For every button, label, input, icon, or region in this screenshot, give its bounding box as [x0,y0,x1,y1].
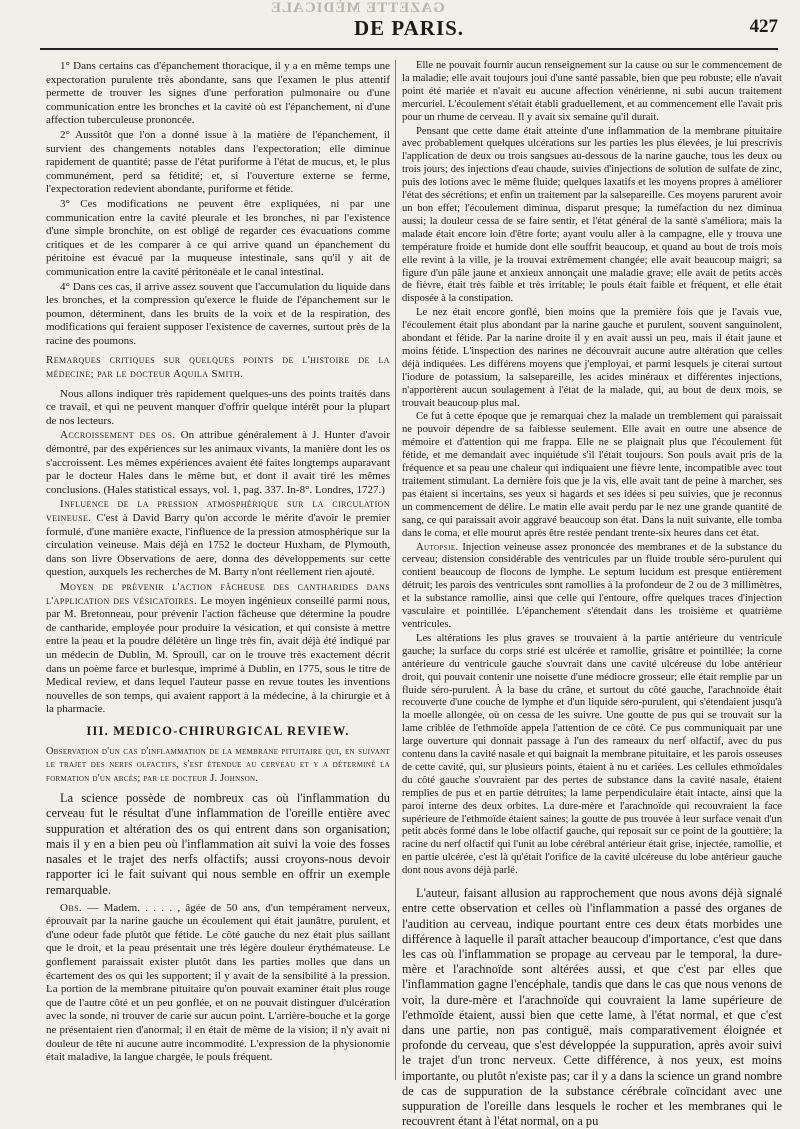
column-divider [395,60,396,1080]
paragraph-text: C'est à David Barry qu'on accorde le mérite d'avoir le premier formulé, d'une manière exacte, l'influence de la pression atmosphérique sur la circulation veineuse. Mais déjà en 1752 le docteur Huxham, de Plymouth, dans son livre Observations de aere, donna des développements sur cette question, auxquels les recherches de M. Barry n'ont réellement rien ajouté. [46,512,390,579]
paragraph: Elle ne pouvait fournir aucun renseignement sur la cause ou sur le commencement de la maladie; elle avait toujours joui d'une santé passable, bien que peu robuste; elle n'avait point été mariée et n'avait eu aucune affection vénérienne, ni subi aucun traitement mercuriel. L'écoulement s'était établi graduellement, et au commencement elle l'avait pris pour un rhume de cerveau. Il y avait six semaine qu'il durait. [402,60,782,123]
observation-title: Observation d'un cas d'inflammation de la membrane pituitaire qui, en suivant le trajet des nerfs olfactifs, s'est étendue au cerveau et y a déterminé la formation d'un abcès; par le docteur J. Johnson. [46,745,390,784]
left-column [46,60,390,1084]
paragraph: Ce fut à cette époque que je remarquai chez la malade un tremblement qui paraissait ne pouvoir dépendre de sa faiblesse seulement. Elle avait en outre une absence de mémoire et d'attention qui me frappa. Elle ne se plaignait plus que l'écoulement fût fétide, et me demandait avec inquiétude s'il l'était toujours. Son pouls avait pris de la fréquence et sa peau une chaleur qui indiquaient une fièvre lente, incompatible avec tout traitement stimulant. La dernière fois que je la vis, elle avait tant de peine à marcher, ses pas étaient si incertains, ses yeux si hagards et ses idées si peu suivies, que je reconnus un commencement de délire. Le matin elle avait perdu par le nez une grande quantité de sang, ce qui paraissait avoir aggravé beaucoup son état. Dans la nuit suivante, elle tomba dans le coma, et elle mourut après être restée pendant trente-six heures dans cet état. [402,411,782,539]
page-header [40,14,778,50]
paragraph: La science possède de nombreux cas où l'inflammation du cerveau fut le résultat d'une inflammation de l'oreille entière avec suppuration et altération des os qui entrent dans son organisation; mais il y en a bien peu où l'inflammation ait suivi la voie des fosses nasales et le trajet des nerfs olfactifs; aussi croyons-nous devoir rapporter ici le fait suivant qui nous semble en offrir un exemple remarquable. [46,791,390,897]
bleed-through-text: GAZETTE MÉDICALE [270,0,445,16]
page-number: 427 [749,16,778,37]
paragraph: 2° Aussitôt que l'on a donné issue à la matière de l'épanchement, il survient des changements notables dans l'expectoration; elle diminue rapidement de quantité; passe de l'état puriforme à l'état de mucus, et, le plus communément, perd sa fétidité; et, si l'ouverture externe se ferme, l'expectoration redevient abondante, puriforme et fétide. [46,128,390,196]
paragraph: Les altérations les plus graves se trouvaient à la partie antérieure du ventricule gauche; la surface du corps strié est ulcérée et ramollie, grisâtre et pointillée; la corne antérieure du ventricule gauche s'ouvrait dans une cavité ulcéreuse du lobe antérieur droit, qui pouvait contenir une noisette d'une médiocre grosseur; elle était remplie par un fluide séro-purulent. À la base du crâne, et surtout du côté gauche, l'arachnoïde était recouverte d'une couche de lymphe et d'un liquide séro-purulent, qui s'étendaient jusqu'à la moelle allongée, où on cessa de les suivre. Une goutte de pus qui se trouvait sur la lame criblée de l'ethmoïde appela l'attention de ce côté. Ce pus communiquait par une large ouverture qui donnait passage à l'un des rameaux du nerf olfactif, avec du pus contenu dans la cavité nasale et qui baignait la membrane pituitaire, et les parois osseuses de cette cavité, qui, sur plusieurs points, étaient à nu et cariées. Les cellules ethmoïdales du côté gauche s'ouvraient par des pertes de substance dans la cavité nasale, étaient remplies de pus et en partie détruites; la lame perpendiculaire était intacte, ainsi que la paroi interne des deux orbites. La dure-mère et l'arachnoïde qui recouvraient la face supérieure de l'ethmoïde étaient saines; la goutte de pus trouvée à leur surface venait d'un petit abcès formé dans le lobe olfactif gauche, qui reposait sur ce point de la gouttière; la racine du nerf olfactif qui l'unit au lobe cérébral antérieur était grise, injectée, ramollie, et en partie ulcérée, c'est là qu'était l'orifice de la cavité ulcéreuse du lobe antérieur gauche dont nous avons déjà parlé. [402,632,782,877]
paragraph-label: Obs. [60,901,83,914]
paragraph-label: Accroissement des os. [60,429,176,442]
paragraph-label: Influence de la pression atmosphérique sur la circulation veineuse. [46,498,390,524]
paragraph [46,429,390,497]
paragraph-label: Autopsie. [416,541,459,553]
paragraph-label: Moyen de prévenir l'action fâcheuse des cantharides dans l'application des vésicatoires. [46,580,390,607]
paragraph-text: Injection veineuse assez prononcée des membranes et de la substance du cerveau; distension considérable des ventricules par un fluide trouble séro-purulent qui contient beaucoup de flocons de lymphe. Le septum lucidum est presque entièrement détruit; les parois des ventricules sont ramollies à la profondeur de 2 ou de 3 millimètres, et la substance ramollie, ainsi que celle qui l'entoure, offre quelques traces d'injection vasculaire et pointillée. L'épanchement s'étendait dans les troisième et quatrième ventricules. [402,541,782,630]
paragraph [46,902,390,1065]
paragraph: 4° Dans ces cas, il arrive assez souvent que l'accumulation du liquide dans les bronches, et la compression qu'exerce le fluide de l'épanchement sur le poumon, déterminent, dans les bruits de la voix et de la respiration, des modifications qui feraient supposer l'existence de cavernes, surtout près de la racine des poumons. [46,280,390,347]
paragraph-text: — Madem. . . . . , âgée de 50 ans, d'un tempérament nerveux, éprouvait par la narine gauche un écoulement qui était jaunâtre, purulent, et d'une odeur fade plutôt que fétide. Le côté gauche du nez était plus saillant que le droit, et la peau présentait une très légère douleur érythémateuse. Le gonflement paraissait exister plutôt dans les parties molles que dans un écartement des os qui les supportent; il y avait de la sensibilité à la pression. La portion de la membrane pituitaire qu'on pouvait examiner était plus rouge que de l'autre côté et un peu gonflée, et on ne pouvait distinguer d'ulcération avec la sonde, ni trouver de carie sur aucun point. L'arrière-bouche et la gorge ne présentaient rien d'anormal; il en était de même de la vision; il n'y avait ni douleur de tête ni aucune autre incommodité. L'expression de la physionomie était maladive, la langue chargée, le pouls fréquent. [46,901,390,1064]
paragraph [46,581,390,717]
right-column [402,60,782,1129]
paragraph: Nous allons indiquer très rapidement quelques-uns des points traités dans ce travail, et qui ne peuvent manquer d'offrir quelque intérêt pour la plupart de nos lecteurs. [46,387,390,427]
paragraph: 3° Ces modifications ne peuvent être expliquées, ni par une communication entre la cavité pleurale et les bronches, ni par l'existence d'une simple bronchite, on est obligé de regarder ces évacuations comme critiques et de les comparer à ce qui arrive quand un épanchement du péritoine est évacué par la muqueuse intestinale, sans qu'il y ait de communication entre la cavité péritonéale et le canal intestinal. [46,197,390,278]
paragraph: 1° Dans certains cas d'épanchement thoracique, il y a en même temps une expectoration purulente très abondante, sans que l'examen le plus attentif permette de trouver les signes d'une perforation pulmonaire ou d'une communication entre les bronches et la cavité où est l'épanchement, ni d'une affection tuberculeuse prononcée. [46,60,390,127]
article-title: Remarques critiques sur quelques points de l'histoire de la médecine; par le docteur Aquila Smith. [46,354,390,381]
paragraph [46,498,390,580]
paragraph [402,542,782,632]
paragraph-text: On attribue généralement à J. Hunter d'avoir démontré, par des expériences sur les animaux vivants, la manière dont les os s'accroissent. Les mêmes expériences avaient été faites longtemps auparavant par le docteur Hales dans le même but, et dont il avait tiré les mêmes conclusions. (Hales statistical essays, vol. 1, pag. 337. In-8°. Londres, 1727.) [46,429,391,496]
paragraph: Pensant que cette dame était atteinte d'une inflammation de la membrane pituitaire avec probablement quelques ulcérations sur les parties les plus élevées, je lui prescrivis l'application de deux ou trois sangsues au-dessous de la narine gauche, tous les deux ou trois jours; des injections d'eau chaude, suivies d'injections de solution de sulfate de zinc, puis des lotions avec le même fluide; quelques laxatifs et les moyens propres à améliorer l'état des sécrétions; et enfin un traitement par la salsepareille. Ces moyens parurent avoir un bon effet; l'écoulement diminua, disparut presque; la tuméfaction du nez diminua aussi; la douleur cessa de se faire sentir, et l'état général de la santé s'améliora; mais la malade était encore loin d'être forte; ayant voulu aller à la campagne, elle y trouva une température froide et humide dont elle souffrit beaucoup, et quand au bout de trois mois elle revint à la ville, je la trouvai extrêmement changée; elle avait beaucoup maigri; sa figure d'un pâle jaune et anxieux annonçait une maladie grave; elle avait de petits accès de fièvre, était très faible et très irritable; le pouls était faible et fréquent, et elle était disposée à la constipation. [402,125,782,305]
running-title: DE PARIS. [353,16,465,40]
paragraph-text: Le moyen ingénieux conseillé parmi nous, par M. Bretonneau, pour prévenir l'action fâcheuse que détermine la poudre de cantharide, employée pour produire la vésication, et qui consiste à mettre entre la peau et la poudre délétère un linge très fin, avait déjà été indiqué par un médecin de Dublin, M. Sproull, car on le trouve très exactement décrit dans un poème farce et burlesque, imprimé à Dublin, en 1775, sous le titre de Medical review, et dans lequel l'auteur passe en revue toutes les inventions nouvelles de son temps, qui avaient rapport à la médecine, à la chirurgie et à la pharmacie. [46,594,390,716]
paragraph: L'auteur, faisant allusion au rapprochement que nous avons déjà signalé entre cette observation et celles où l'inflammation a passé des organes de l'audition au cerveau, indique pourtant entre ces deux états morbides une différence à laquelle il paraît attacher beaucoup d'importance, c'est que dans les cas où l'inflammation se propage au cerveau par le temporal, la dure-mère et l'arachnoïde sont altérées aussi, et que c'est par elles que l'inflammation gagne l'encéphale, tandis que dans le cas que nous venons de voir, la dure-mère et l'arachnoïde qui couvraient la lame supérieure de l'ethmoïde étaient, aussi bien que cette lame, à l'état normal, et que c'est dans une partie, non pas contiguë, mais comparativement éloignée et profonde du cerveau, que s'est développée la suppuration, après avoir suivi le trajet d'un tronc nerveux. Cette différence, à nos yeux, est moins importante, ou plutôt n'existe pas; car il y a dans la science un grand nombre de cas de suppuration de la substance cérébrale coïncidant avec une suppuration de l'oreille dans lesquels le rocher et les membranes qui le recouvrent étant à l'état normal, on a pu [402,886,782,1129]
paragraph: Le nez était encore gonflé, bien moins que la première fois que je l'avais vue, l'écoulement était plus abondant par la narine gauche et purulent, souvent sanguinolent, abondant et fétide. Par la narine droite il y en avait aussi un peu, mais il était jaune et moins fétide. L'inspection des narines ne découvrait aucune autre altération que celles déjà indiquées. Les différens moyens que j'employai, et parmi lesquels je citerai surtout l'iodure de potassium, la salsepareille, les acides minéraux et différentes injections, n'apportèrent aucun soulagement à l'état de la malade, qui, au bout de deux mois, se trouvait beaucoup plus mal. [402,307,782,409]
section-heading: III. MEDICO-CHIRURGICAL REVIEW. [86,723,350,738]
